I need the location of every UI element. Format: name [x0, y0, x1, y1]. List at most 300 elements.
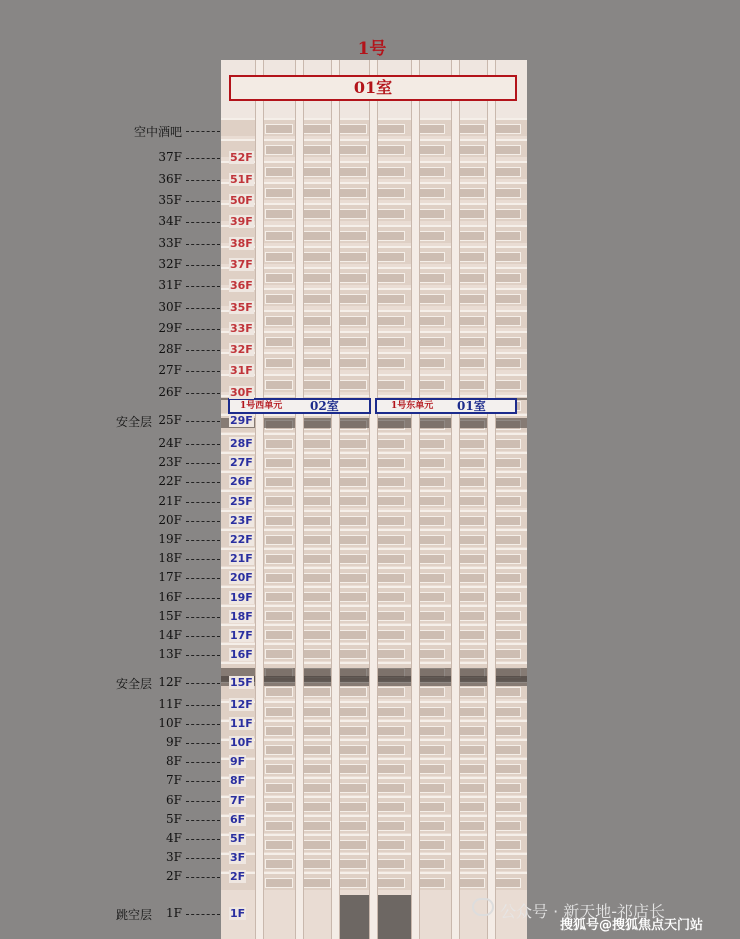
window [493, 726, 521, 736]
window [303, 252, 331, 262]
window [339, 477, 367, 487]
dash-leader [186, 201, 220, 202]
window [417, 630, 445, 640]
window [377, 745, 405, 755]
window [457, 649, 485, 659]
sales-floor-label: 38F [230, 237, 253, 250]
floor-label-row [0, 831, 222, 847]
dash-leader [186, 540, 220, 541]
sales-floor-label: 11F [230, 717, 253, 731]
window [303, 554, 331, 564]
floor-label: 22F [158, 474, 182, 489]
dash-leader [186, 444, 220, 445]
floor-label-row [0, 172, 222, 188]
sales-floor-label: 25F [230, 494, 253, 508]
window [457, 859, 485, 869]
window [339, 878, 367, 888]
floor-label-row [0, 590, 222, 606]
window [417, 840, 445, 850]
floor-label: 15F [158, 608, 182, 623]
window [417, 273, 445, 283]
window [417, 745, 445, 755]
floor-label-row [0, 647, 222, 663]
window [457, 707, 485, 717]
dash-leader [186, 222, 220, 223]
facade-column [331, 60, 340, 939]
window [339, 707, 367, 717]
window [493, 188, 521, 198]
window [417, 783, 445, 793]
window [457, 821, 485, 831]
floor-label-row [0, 363, 222, 379]
window [493, 764, 521, 774]
window [339, 611, 367, 621]
floor-label: 19F [158, 532, 182, 546]
floor-label-row [0, 675, 222, 691]
floor-label: 28F [158, 342, 182, 356]
window [457, 745, 485, 755]
window [339, 358, 367, 368]
floor-label-row [0, 716, 222, 732]
floor-label: 34F [158, 214, 182, 228]
dash-leader [186, 463, 220, 464]
window [417, 535, 445, 545]
window [417, 209, 445, 219]
window [265, 802, 293, 812]
window [339, 802, 367, 812]
window [377, 496, 405, 506]
sales-floor-label: 9F [230, 755, 246, 769]
window [377, 231, 405, 241]
dash-leader [186, 724, 220, 725]
window [303, 611, 331, 621]
window [303, 516, 331, 526]
floor-label-row [0, 754, 222, 770]
window [417, 380, 445, 390]
window [265, 458, 293, 468]
window [493, 840, 521, 850]
sales-floor-label: 16F [230, 648, 253, 662]
window [339, 764, 367, 774]
window [377, 477, 405, 487]
dash-leader [186, 158, 220, 159]
floor-label: 12F [158, 675, 182, 689]
floor-label: 11F [158, 697, 182, 711]
window [303, 535, 331, 545]
window [303, 592, 331, 602]
window [377, 167, 405, 177]
window [457, 573, 485, 583]
window [457, 188, 485, 198]
floor-label-row [0, 735, 222, 751]
floor-label: 空中酒吧 [133, 125, 182, 139]
window [457, 231, 485, 241]
sales-floor-label: 37F [230, 258, 253, 271]
floor-label-row [0, 494, 222, 510]
dash-leader [186, 655, 220, 656]
window [377, 188, 405, 198]
window [493, 231, 521, 241]
floor-label-row [0, 793, 222, 809]
window [265, 252, 293, 262]
sales-floor-label: 52F [230, 151, 253, 164]
sales-floor-label: 18F [230, 609, 253, 623]
window [303, 231, 331, 241]
window [377, 294, 405, 304]
window [417, 252, 445, 262]
dash-leader [186, 636, 220, 637]
window [457, 458, 485, 468]
sales-floor-label: 26F [230, 475, 253, 489]
window [339, 554, 367, 564]
window [303, 878, 331, 888]
window [377, 316, 405, 326]
window [303, 840, 331, 850]
window [265, 859, 293, 869]
floor-label: 5F [166, 811, 182, 826]
window [493, 358, 521, 368]
window [417, 167, 445, 177]
window [339, 516, 367, 526]
window [377, 821, 405, 831]
window [493, 687, 521, 697]
window [303, 707, 331, 717]
sales-floor-label: 8F [230, 774, 246, 788]
window [457, 337, 485, 347]
floor-label-row [0, 385, 222, 401]
window [377, 726, 405, 736]
sales-floor-label: 15F [230, 676, 253, 689]
floor-label: 37F [158, 150, 182, 164]
window [457, 316, 485, 326]
window [417, 124, 445, 134]
window [339, 840, 367, 850]
window [339, 167, 367, 177]
window [265, 337, 293, 347]
window [493, 802, 521, 812]
window [417, 707, 445, 717]
window [303, 145, 331, 155]
east-unit-room: 01室 [457, 399, 486, 413]
window [417, 439, 445, 449]
facade-column [411, 60, 420, 939]
floor-label: 32F [158, 257, 182, 271]
floor-label: 16F [158, 589, 182, 604]
floor-label: 33F [158, 236, 182, 250]
window [377, 840, 405, 850]
window [457, 273, 485, 283]
dash-leader [186, 762, 220, 763]
floor-label-row [0, 551, 222, 567]
window [377, 458, 405, 468]
floor-label-row [0, 300, 222, 316]
floor-label-row [0, 628, 222, 644]
window [457, 124, 485, 134]
window [457, 878, 485, 888]
window [493, 745, 521, 755]
window [457, 783, 485, 793]
window [417, 726, 445, 736]
floor-label-row [0, 570, 222, 586]
sales-floor-label: 20F [230, 571, 253, 585]
sales-floor-label: 32F [230, 343, 253, 356]
west-unit-name: 1号西单元 [240, 401, 283, 411]
window [457, 252, 485, 262]
dash-leader [186, 877, 220, 878]
window [493, 878, 521, 888]
floor-label-row [0, 850, 222, 866]
window [457, 840, 485, 850]
window [493, 477, 521, 487]
window [339, 496, 367, 506]
window [339, 252, 367, 262]
sales-floor-label: 6F [230, 812, 246, 826]
window [493, 592, 521, 602]
dash-leader [186, 617, 220, 618]
window [339, 630, 367, 640]
window [377, 380, 405, 390]
window [265, 231, 293, 241]
window [265, 707, 293, 717]
sales-floor-label: 30F [230, 386, 253, 399]
floor-type-label: 安全层 [115, 415, 152, 429]
floor-type-label: 跳空层 [115, 908, 152, 922]
dash-leader [186, 393, 220, 394]
floor-label-row [0, 697, 222, 713]
floor-label-row [0, 193, 222, 209]
window [303, 573, 331, 583]
floor-label: 4F [166, 830, 182, 845]
floor-label: 25F [158, 413, 182, 427]
floor-type-label: 安全层 [115, 677, 152, 691]
window [303, 630, 331, 640]
west-unit-box [228, 398, 371, 414]
window [417, 496, 445, 506]
sales-floor-label: 19F [230, 590, 253, 604]
window [457, 477, 485, 487]
window [303, 821, 331, 831]
window [303, 209, 331, 219]
window [377, 439, 405, 449]
window [377, 516, 405, 526]
floor-label: 8F [166, 754, 182, 769]
facade-column [295, 60, 304, 939]
window [457, 726, 485, 736]
window [417, 554, 445, 564]
sales-floor-label: 33F [230, 322, 253, 335]
dash-leader [186, 820, 220, 821]
window [457, 535, 485, 545]
sales-floor-label: 29F [230, 414, 253, 427]
facade-column [451, 60, 460, 939]
window [493, 649, 521, 659]
dash-leader [186, 578, 220, 579]
window [265, 687, 293, 697]
window [303, 294, 331, 304]
dash-leader [186, 350, 220, 351]
window [493, 573, 521, 583]
window [377, 592, 405, 602]
floor-label: 3F [166, 849, 182, 864]
window [339, 337, 367, 347]
window [493, 316, 521, 326]
window [303, 649, 331, 659]
window [339, 745, 367, 755]
dash-leader [186, 781, 220, 782]
floor-label-row [0, 257, 222, 273]
floor-label: 20F [158, 512, 182, 527]
window [339, 573, 367, 583]
window [339, 124, 367, 134]
window [457, 554, 485, 564]
floor-label-row [0, 513, 222, 529]
window [265, 477, 293, 487]
window [457, 209, 485, 219]
floor-label-row [0, 321, 222, 337]
window [339, 859, 367, 869]
window [493, 337, 521, 347]
floor-label: 13F [158, 647, 182, 662]
window [339, 316, 367, 326]
window [265, 592, 293, 602]
sales-floor-label: 50F [230, 194, 253, 207]
floor-label-row [0, 474, 222, 490]
window [417, 294, 445, 304]
window [265, 611, 293, 621]
window [339, 783, 367, 793]
window [377, 783, 405, 793]
dash-leader [186, 683, 220, 684]
window [303, 337, 331, 347]
building-title: 1号 [357, 39, 387, 59]
window [457, 630, 485, 640]
window [339, 294, 367, 304]
building-elevation [221, 60, 527, 939]
window [457, 167, 485, 177]
facade-column [487, 60, 496, 939]
window [265, 188, 293, 198]
window [339, 188, 367, 198]
floor-label: 1F [166, 906, 182, 920]
sales-floor-label: 7F [230, 793, 246, 807]
sales-floor-label: 5F [230, 831, 246, 845]
window [417, 188, 445, 198]
floor-label: 31F [158, 278, 182, 292]
window [339, 592, 367, 602]
floor-label-row [0, 609, 222, 625]
sales-floor-label: 1F [230, 907, 246, 920]
floor-label: 2F [166, 868, 182, 883]
floor-label: 24F [158, 436, 182, 450]
window [417, 573, 445, 583]
sales-floor-label: 39F [230, 215, 253, 228]
sales-floor-label: 3F [230, 850, 246, 864]
window [493, 516, 521, 526]
floor-label: 21F [158, 493, 182, 508]
window [417, 878, 445, 888]
dash-leader [186, 743, 220, 744]
window [493, 145, 521, 155]
floor-label: 10F [158, 716, 182, 731]
window [493, 124, 521, 134]
dash-leader [186, 286, 220, 287]
window [493, 439, 521, 449]
floor-label: 18F [158, 551, 182, 566]
window [265, 316, 293, 326]
sales-floor-label: 27F [230, 456, 253, 470]
window [377, 573, 405, 583]
sales-floor-label: 21F [230, 552, 253, 566]
window [339, 231, 367, 241]
window [377, 878, 405, 888]
window [339, 726, 367, 736]
floor-label-row [0, 773, 222, 789]
west-unit-room: 02室 [310, 399, 339, 413]
window [265, 554, 293, 564]
floor-label-row [0, 123, 222, 139]
window [493, 707, 521, 717]
window [377, 687, 405, 697]
window [339, 380, 367, 390]
floor-label-row [0, 413, 222, 429]
window [303, 439, 331, 449]
window [493, 209, 521, 219]
window [417, 458, 445, 468]
window [417, 337, 445, 347]
sales-floor-label: 10F [230, 736, 253, 750]
window [303, 496, 331, 506]
window [493, 294, 521, 304]
window [303, 745, 331, 755]
dash-leader [186, 371, 220, 372]
floor-label: 17F [158, 570, 182, 585]
window [493, 380, 521, 390]
floor-label-row [0, 812, 222, 828]
top-unit-box: 01室 [229, 75, 517, 101]
window [303, 380, 331, 390]
window [417, 859, 445, 869]
window [377, 252, 405, 262]
window [303, 477, 331, 487]
window [339, 439, 367, 449]
window [377, 124, 405, 134]
sales-floor-label: 28F [230, 437, 253, 450]
dash-leader [186, 482, 220, 483]
window [457, 294, 485, 304]
window [265, 535, 293, 545]
window [339, 145, 367, 155]
floor-label-row [0, 869, 222, 885]
window [493, 252, 521, 262]
window [417, 802, 445, 812]
window [339, 821, 367, 831]
dash-leader [186, 265, 220, 266]
window [265, 209, 293, 219]
window [493, 611, 521, 621]
window [265, 380, 293, 390]
window [265, 649, 293, 659]
window [303, 188, 331, 198]
window [303, 783, 331, 793]
dash-leader [186, 308, 220, 309]
window [377, 358, 405, 368]
window [493, 783, 521, 793]
window [377, 554, 405, 564]
floor-label-row [0, 278, 222, 294]
window [339, 458, 367, 468]
window [417, 358, 445, 368]
window [339, 687, 367, 697]
